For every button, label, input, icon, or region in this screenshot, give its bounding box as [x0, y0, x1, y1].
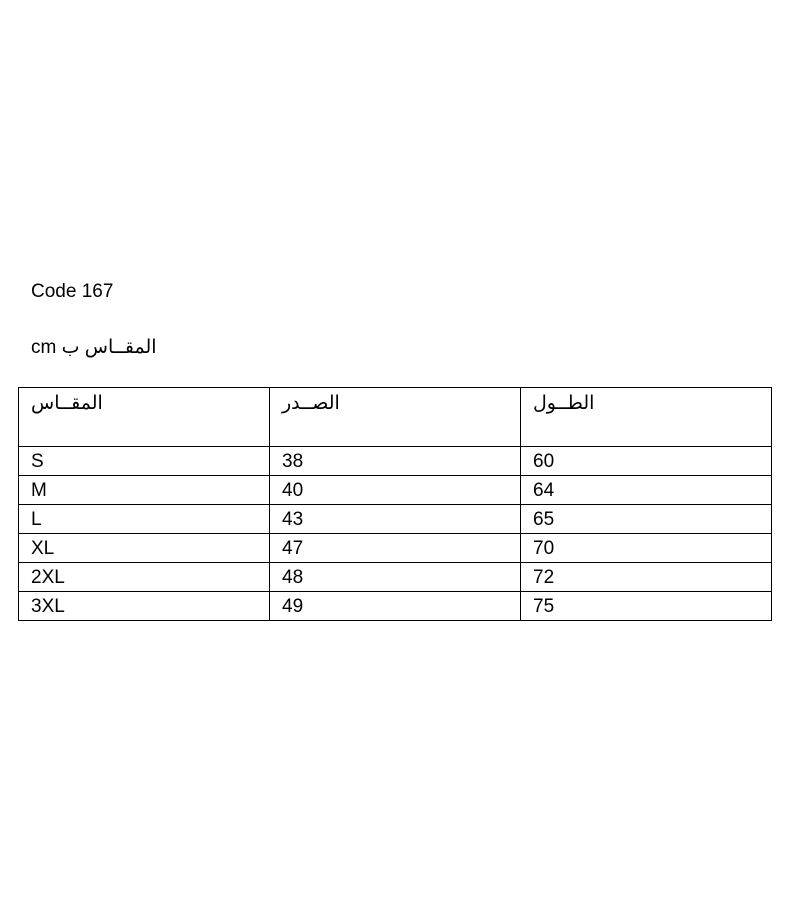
size-cell: XL [19, 534, 270, 563]
size-cell: M [19, 476, 270, 505]
table-row [19, 476, 772, 505]
length-cell: 75 [521, 592, 772, 621]
size-cell: 3XL [19, 592, 270, 621]
table-header-row [19, 388, 772, 447]
chest-cell: 49 [270, 592, 521, 621]
table-row [19, 592, 772, 621]
measurement-unit-note: cm المقــاس ب [31, 337, 157, 358]
size-cell: L [19, 505, 270, 534]
length-cell: 60 [521, 447, 772, 476]
header-length: الطــول [521, 388, 772, 447]
chest-cell: 48 [270, 563, 521, 592]
table-row [19, 534, 772, 563]
table-row [19, 505, 772, 534]
length-cell: 64 [521, 476, 772, 505]
chest-cell: 43 [270, 505, 521, 534]
product-code-title: Code 167 [31, 281, 114, 302]
table-row [19, 563, 772, 592]
table-row [19, 447, 772, 476]
length-cell: 65 [521, 505, 772, 534]
chest-cell: 38 [270, 447, 521, 476]
length-cell: 72 [521, 563, 772, 592]
header-chest: الصــدر [270, 388, 521, 447]
chest-cell: 47 [270, 534, 521, 563]
header-size: المقــاس [19, 388, 270, 447]
chest-cell: 40 [270, 476, 521, 505]
size-chart-table [18, 387, 772, 621]
length-cell: 70 [521, 534, 772, 563]
size-cell: 2XL [19, 563, 270, 592]
size-cell: S [19, 447, 270, 476]
